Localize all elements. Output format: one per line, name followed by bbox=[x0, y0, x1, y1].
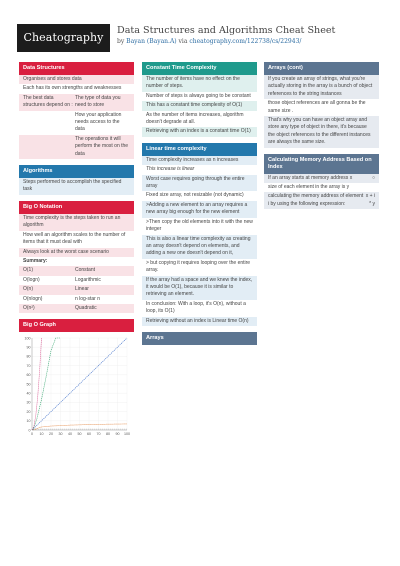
column-1 bbox=[19, 62, 134, 448]
list-item: Retrieving with an index is a constant time O(1) bbox=[142, 127, 257, 136]
complexity-notation: O(1) bbox=[23, 267, 33, 274]
summary-row bbox=[19, 276, 134, 285]
author-link[interactable]: Bayan (Bayan.A) bbox=[126, 38, 177, 45]
data-structures-rows bbox=[19, 75, 134, 159]
data-structures-heading: Data Structures bbox=[19, 62, 134, 75]
complexity-notation: O(n) bbox=[23, 286, 33, 293]
arrays-cont-box bbox=[264, 62, 379, 148]
list-item: As the number of items increases, algorithm doesn't degrade at all. bbox=[146, 111, 244, 126]
byline-by: by bbox=[117, 38, 125, 45]
x-tick-label: 30 bbox=[58, 432, 63, 437]
algorithms-box bbox=[19, 165, 134, 195]
memory-formula: x + i * y bbox=[365, 193, 375, 207]
summary-row bbox=[19, 304, 134, 313]
linear-time-box bbox=[142, 143, 257, 326]
y-tick-label: 30 bbox=[26, 401, 31, 406]
y-tick-label: 70 bbox=[26, 364, 31, 369]
y-tick-label: 100 bbox=[24, 336, 31, 341]
list-item: The number of items have no effect on the number of steps. bbox=[142, 75, 257, 92]
linear-time-heading: Linear time complexity bbox=[142, 143, 257, 156]
y-tick-label: 20 bbox=[26, 410, 31, 415]
byline-via: via bbox=[178, 38, 188, 45]
big-o-graph bbox=[19, 332, 134, 442]
big-o-chart bbox=[22, 335, 131, 439]
list-item: Retrieving without an index is Linear time O(n) bbox=[142, 317, 257, 326]
table-row bbox=[264, 174, 379, 183]
big-o-graph-heading: Big O Graph bbox=[19, 319, 134, 332]
memory-text: calculating the memory address of element i by using the following expression: bbox=[268, 193, 364, 207]
y-tick-label: 40 bbox=[26, 391, 31, 396]
pair-value: How your application needs access to the data bbox=[75, 111, 122, 133]
list-item: In conclusion: With a loop, it's O(n), without a loop, its O(1) bbox=[146, 300, 246, 315]
memory-address-box bbox=[264, 154, 379, 210]
memory-address-heading: Calculating Memory Address Based on Index bbox=[264, 154, 379, 174]
x-tick-label: 40 bbox=[68, 432, 72, 437]
complexity-name: Linear bbox=[75, 286, 89, 293]
memory-text: size of each element in the array is y bbox=[268, 184, 350, 191]
list-item: This has a constant time complexity of O(1) bbox=[142, 101, 257, 110]
y-tick-label: 90 bbox=[26, 345, 31, 350]
summary-row bbox=[19, 295, 134, 304]
constant-time-box bbox=[142, 62, 257, 137]
big-o-box bbox=[19, 201, 134, 313]
y-tick-label: 10 bbox=[26, 419, 31, 424]
arrays-cont-heading: Arrays (cont) bbox=[264, 62, 379, 75]
y-tick-label: 0 bbox=[28, 428, 31, 433]
pair-row bbox=[19, 111, 134, 135]
list-item: Always look at the worst case scenario bbox=[19, 248, 134, 257]
algorithms-rows bbox=[19, 178, 134, 195]
list-item: This increase is linear bbox=[146, 166, 195, 173]
complexity-name: Logarithmic bbox=[75, 276, 101, 283]
linear-time-rows bbox=[142, 156, 257, 326]
y-tick-label: 50 bbox=[26, 382, 31, 387]
x-tick-label: 90 bbox=[115, 432, 120, 437]
pair-row bbox=[19, 135, 134, 159]
memory-text: If an array starts at memory address x bbox=[268, 174, 353, 181]
complexity-notation: O(nlogn) bbox=[23, 295, 43, 302]
complexity-name: n log-star n bbox=[75, 295, 101, 302]
x-tick-label: 20 bbox=[49, 432, 53, 437]
constant-time-rows bbox=[142, 75, 257, 137]
page-title: Data Structures and Algorithms Cheat Sheet bbox=[117, 25, 336, 36]
complexity-name: Quadratic bbox=[75, 304, 97, 311]
sheet-url-link[interactable]: cheatography.com/122738/cs/22943/ bbox=[189, 38, 302, 45]
memory-address-rows bbox=[264, 174, 379, 210]
pair-key-empty bbox=[23, 112, 75, 134]
x-tick-label: 70 bbox=[96, 432, 101, 437]
sheet-header bbox=[17, 24, 385, 58]
y-tick-label: 80 bbox=[26, 355, 31, 360]
table-row bbox=[264, 183, 379, 192]
x-tick-label: 80 bbox=[106, 432, 110, 437]
list-item: > but copying it requires looping over the entire array. bbox=[146, 259, 251, 274]
pair-value: The operations it will perform the most on the data bbox=[75, 135, 129, 157]
byline bbox=[117, 38, 301, 45]
summary-row bbox=[19, 266, 134, 275]
big-o-rows bbox=[19, 214, 134, 313]
complexity-notation: O(n²) bbox=[23, 304, 35, 311]
list-item: If you create an array of strings, what you're actually storing in the array is a bunch of object references to the string instances bbox=[264, 75, 379, 99]
complexity-name: Constant bbox=[75, 267, 96, 274]
list-item: This is also a linear time complexity as creating an array doesn't depend on elements, and adding a new one doesn't depend on it, bbox=[142, 235, 257, 259]
x-tick-label: 60 bbox=[87, 432, 91, 437]
list-item: >Adding a new element to an array requires a new array big enough for the new element bbox=[142, 201, 257, 218]
constant-time-heading: Constant Time Complexity bbox=[142, 62, 257, 75]
list-item: How well an algorithm scales to the number of items that it must deal with bbox=[23, 231, 126, 246]
list-item: those object references are all gonna be the same size . bbox=[268, 100, 366, 114]
arrays-heading: Arrays bbox=[142, 332, 257, 345]
list-item: >Then copy the old elements into it with the new integer bbox=[146, 218, 253, 233]
pair-key: The best data structures depend on : bbox=[23, 94, 73, 109]
list-item: Time complexity is the steps taken to run an algorithm bbox=[19, 214, 134, 231]
list-item: If the array had a space and we knew the index, it would be O(1), because it is similar to retrieving an element. bbox=[142, 276, 257, 300]
arrays-cont-rows bbox=[264, 75, 379, 148]
memory-side bbox=[365, 184, 375, 191]
data-structures-box bbox=[19, 62, 134, 159]
arrays-box bbox=[142, 332, 257, 345]
list-item: Time complexity increases as n increases bbox=[142, 156, 257, 165]
column-2 bbox=[142, 62, 257, 351]
x-tick-label: 100 bbox=[124, 432, 130, 437]
list-item: Worst case requires going through the entire array bbox=[142, 175, 257, 192]
list-item: That's why you can have an object array and store any type of object in there, it's because the object references to the different instances are always the same size. bbox=[264, 116, 379, 148]
memory-side: ○ bbox=[371, 174, 375, 181]
pair-row bbox=[19, 94, 134, 111]
x-tick-label: 0 bbox=[31, 432, 33, 437]
list-item: Fixed size array, not resizable (not dynamic) bbox=[146, 192, 244, 199]
algorithms-heading: Algorithms bbox=[19, 165, 134, 178]
big-o-heading: Big O Notation bbox=[19, 201, 134, 214]
cheatography-logo[interactable]: Cheatography bbox=[17, 24, 110, 52]
list-item: Number of steps is always going to be constant bbox=[146, 92, 251, 99]
summary-label: Summary: bbox=[23, 257, 48, 264]
x-tick-label: 50 bbox=[77, 432, 82, 437]
table-row bbox=[264, 192, 379, 209]
pair-value: The type of data you need to store bbox=[75, 94, 121, 109]
complexity-notation: O(logn) bbox=[23, 276, 40, 283]
column-3 bbox=[264, 62, 379, 215]
big-o-graph-box bbox=[19, 319, 134, 442]
y-tick-label: 60 bbox=[26, 373, 31, 378]
summary-row bbox=[19, 285, 134, 294]
x-tick-label: 10 bbox=[39, 432, 44, 437]
list-item: Steps performed to accomplish the specified task bbox=[19, 178, 134, 195]
list-item: Organises and stores data bbox=[19, 75, 134, 84]
pair-key-empty bbox=[23, 136, 75, 158]
list-item: Each has its own strengths and weaknesses bbox=[23, 85, 122, 92]
